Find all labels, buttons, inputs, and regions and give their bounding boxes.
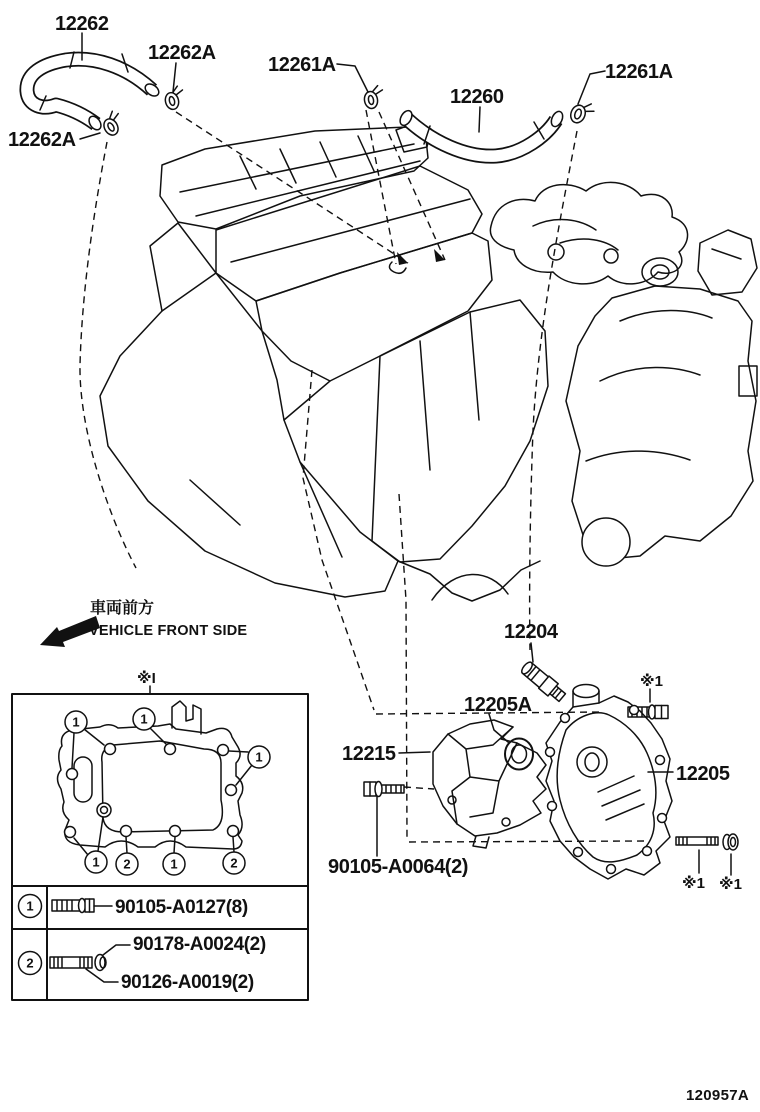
callout-number: 1	[92, 854, 100, 870]
legend-part-number: 90178-A0024(2)	[133, 934, 266, 955]
part-label-12205A: 12205A	[464, 694, 532, 716]
oring-12205A-drawing	[505, 739, 533, 770]
part-label-12262A-top: 12262A	[148, 42, 216, 64]
part-label-12260: 12260	[450, 86, 504, 108]
part-label-12261A-right: 12261A	[605, 61, 673, 83]
part-label-12261A-mid: 12261A	[268, 54, 336, 76]
legend-number: 2	[26, 955, 34, 971]
inset-callout-circle	[248, 746, 270, 768]
legend-bolt-icon	[52, 899, 94, 913]
part-label-12205: 12205	[676, 763, 730, 785]
callout-number: 1	[255, 749, 263, 765]
note-marker-bolt: ※1	[640, 673, 663, 690]
hose-12262-drawing	[27, 52, 161, 132]
front-side-label-jp: 車両前方	[90, 600, 155, 617]
engine-outline-drawing	[100, 122, 757, 601]
callout-number: 2	[123, 856, 131, 872]
part-label-12262: 12262	[55, 13, 109, 35]
part-label-12262A-left: 12262A	[8, 129, 76, 151]
note-marker-stud: ※1	[682, 875, 705, 892]
inset-detail-box	[12, 694, 308, 1000]
diagram-code: 120957A	[686, 1087, 749, 1104]
front-side-label-en: VEHICLE FRONT SIDE	[89, 623, 248, 639]
inset-callout-circle	[223, 852, 245, 874]
hose-clamp-icon	[99, 109, 127, 137]
legend-part-number: 90126-A0019(2)	[121, 972, 254, 993]
flange-nut-icon	[723, 834, 738, 850]
inset-callout-circle	[65, 711, 87, 733]
legend-row-2	[19, 934, 266, 993]
callout-number: 1	[170, 856, 178, 872]
callout-number: 1	[140, 711, 148, 727]
callout-number: 1	[72, 714, 80, 730]
legend-stud-icon	[50, 955, 106, 971]
inset-callout-circle	[116, 853, 138, 875]
note-marker-nut: ※1	[719, 876, 742, 893]
part-label-90105-A0064: 90105-A0064(2)	[328, 856, 469, 878]
hose-clamp-icon	[568, 98, 596, 127]
inset-reference-marker: ※I	[137, 670, 156, 687]
part-label-12215: 12215	[342, 743, 396, 765]
inset-callout-circle	[133, 708, 155, 730]
legend-row-1	[19, 895, 248, 919]
stud-bolt-icon	[676, 837, 718, 845]
separator-bolt-icon	[364, 782, 404, 797]
hose-12260-drawing	[398, 109, 565, 157]
part-label-12204: 12204	[504, 621, 558, 643]
inset-callout-circle	[163, 853, 185, 875]
callout-number: 2	[230, 855, 238, 871]
legend-number: 1	[26, 898, 34, 914]
inset-callout-circle	[85, 851, 107, 873]
hose-clamp-icon	[162, 85, 186, 111]
vehicle-front-indicator	[40, 598, 247, 647]
legend-part-number: 90105-A0127(8)	[115, 897, 248, 918]
separator-case-12215-drawing	[433, 720, 546, 848]
